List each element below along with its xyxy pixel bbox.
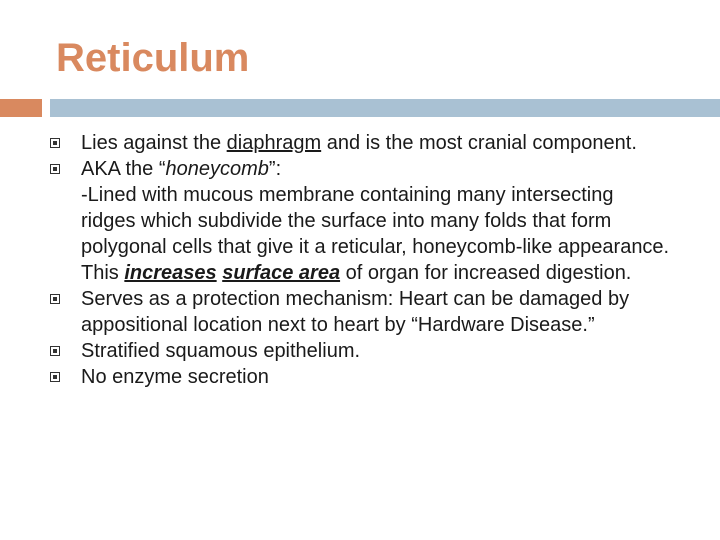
bullet-item: No enzyme secretion <box>0 364 671 390</box>
title-divider-bar <box>50 99 720 117</box>
emphasis-increases: increases <box>124 262 217 284</box>
bullet-item: Stratified squamous epithelium. <box>0 338 671 364</box>
title-accent-bar <box>0 99 42 117</box>
bullet-continuation: -Lined with mucous membrane containing many intersecting ridges which subdivide the surface into many folds that form polygonal cells that give it a reticular, honeycomb-like appearance. This increases surface area of organ for increased digestion. <box>81 184 670 284</box>
square-bullet-icon <box>50 294 60 304</box>
diaphragm-link[interactable]: diaphragm <box>226 132 322 154</box>
square-bullet-icon <box>50 138 60 148</box>
square-bullet-icon <box>50 346 60 356</box>
bullet-item: Serves as a protection mechanism: Heart can be damaged by appositional location next to heart by “Hardware Disease.” <box>0 286 671 338</box>
bullet-item: AKA the “honeycomb”: <box>0 156 671 182</box>
bullet-list <box>0 130 720 390</box>
square-bullet-icon <box>50 164 60 174</box>
bullet-item: Lies against the diaphragm and is the most cranial component. <box>0 130 671 156</box>
slide-title: Reticulum <box>56 36 250 80</box>
square-bullet-icon <box>50 372 60 382</box>
emphasis-surface-area: surface area <box>222 262 341 284</box>
